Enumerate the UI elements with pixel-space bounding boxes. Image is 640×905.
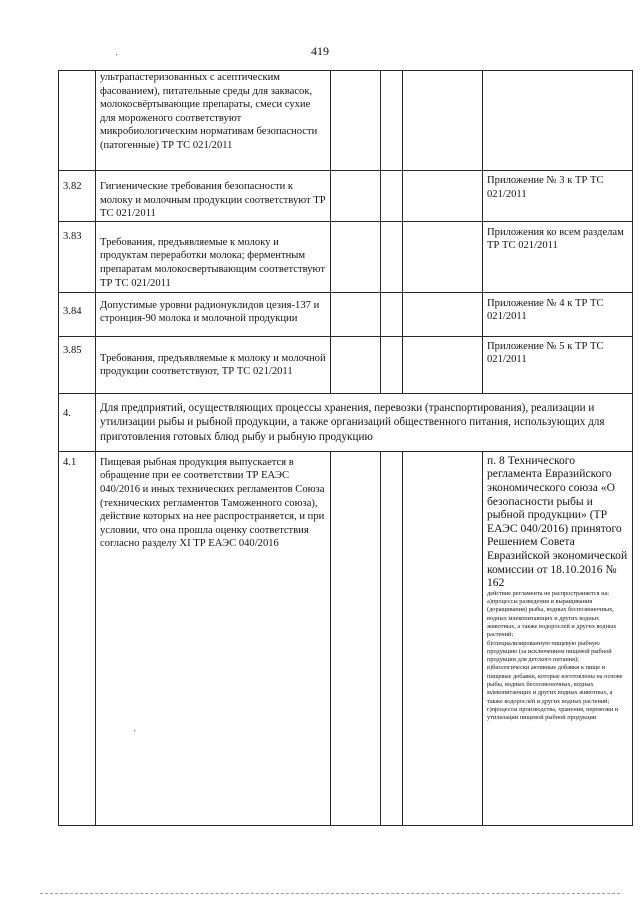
scope-item-a: а)процессы разведения и выращивания (доращивания) рыбы, водных беспозвоночных, водных млекопитающих и других водных животных, а также водорослей и других водных растений; [487,598,617,639]
row-number: 3.83 [59,221,96,292]
requirement-text: Требования, предъявляемые к молоку и молочной продукции соответствуют, ТР ТС 021/2011 [96,336,331,393]
empty-cell [381,221,403,292]
section-number: 4. [59,393,96,451]
requirements-table [58,70,633,826]
scope-item-d: г)процессы производства, хранения, перевозки и утилизации пищевой рыбной продукции [487,705,619,722]
scope-note: действие регламента не распространяется на: [487,589,610,597]
table-row [59,451,633,825]
table-row [59,336,633,393]
empty-cell [381,171,403,222]
empty-cell [381,71,403,171]
table-row [59,171,633,222]
empty-cell [403,221,483,292]
section-header-row [59,393,633,451]
scope-item-c: в)биологически активные добавки к пище и пищевые добавки, которые изготовлены на основе рыбы, водных беспозвоночных, водных млекопитающих и других водных животных, а также водорослей и других водных растений; [487,664,623,705]
normative-doc: Приложения ко всем разделам ТР ТС 021/2011 [483,221,633,292]
requirement-text: ультрапастеризованных с асептическим фасованием), питательные среды для заквасок, молокосвёртывающие препараты, смеси сухие для мороженого соответствуют микробиологическим нормативам безопасности (патогенные) ТР ТС 021/2011 [96,71,331,171]
empty-cell [403,336,483,393]
normative-doc-cell [483,451,633,825]
empty-cell [403,171,483,222]
scan-mark: ˈ [133,728,137,740]
empty-cell [403,292,483,336]
row-number: 3.82 [59,171,96,222]
requirement-text: Требования, предъявляемые к молоку и продуктам переработки молока; ферментным препаратам молокосвертывающим соответствуют ТР ТС 021/2011 [96,221,331,292]
normative-doc: Приложение № 3 к ТР ТС 021/2011 [483,171,633,222]
empty-cell [403,451,483,825]
empty-cell [331,71,381,171]
scope-exclusions [487,590,628,723]
scan-artifact [40,893,620,894]
scope-item-b: б)специализированную пищевую рыбную продукцию (за исключением пищевой рыбной продукции для детского питания); [487,639,612,664]
table-row [59,71,633,171]
empty-cell [381,292,403,336]
empty-cell [331,451,381,825]
normative-doc: Приложение № 4 к ТР ТС 021/2011 [483,292,633,336]
row-number: 4.1 [59,451,96,825]
row-number: 3.84 [59,292,96,336]
empty-cell [331,221,381,292]
table-row [59,221,633,292]
normative-doc [483,71,633,171]
requirement-text: Пищевая рыбная продукция выпускается в обращение при ее соответствии ТР ЕАЭС 040/2016 и иных технических регламентов Союза (технических регламентов Таможенного союза), действие которых на нее распространяется, и при условии, что она прошла оценку соответствия согласно разделу XI ТР ЕАЭС 040/2016 [96,451,331,825]
row-number: 3.85 [59,336,96,393]
empty-cell [331,292,381,336]
normative-doc: Приложение № 5 к ТР ТС 021/2011 [483,336,633,393]
scan-mark: ˈ [115,52,119,64]
empty-cell [331,171,381,222]
section-title: Для предприятий, осуществляющих процессы хранения, перевозки (транспортирования), реализации и утилизации рыбы и рыбной продукции, а также организаций общественного питания, использующих для приготовления готовых блюд рыбу и рыбную продукцию [96,393,633,451]
table-row [59,292,633,336]
page-number: 419 [311,44,329,58]
requirement-text: Гигиенические требования безопасности к молоку и молочным продукции соответствуют ТР ТС 021/2011 [96,171,331,222]
row-number [59,71,96,171]
normative-doc: п. 8 Технического регламента Евразийского экономического союза «О безопасности рыбы и рыбной продукции» (ТР ЕАЭС 040/2016) принятого Решением Совета Евразийской экономической комиссии от 18.10.2016 № 162 [487,453,628,590]
empty-cell [403,71,483,171]
empty-cell [381,451,403,825]
requirement-text: Допустимые уровни радионуклидов цезия-137 и стронция-90 молока и молочной продукции [96,292,331,336]
empty-cell [331,336,381,393]
empty-cell [381,336,403,393]
